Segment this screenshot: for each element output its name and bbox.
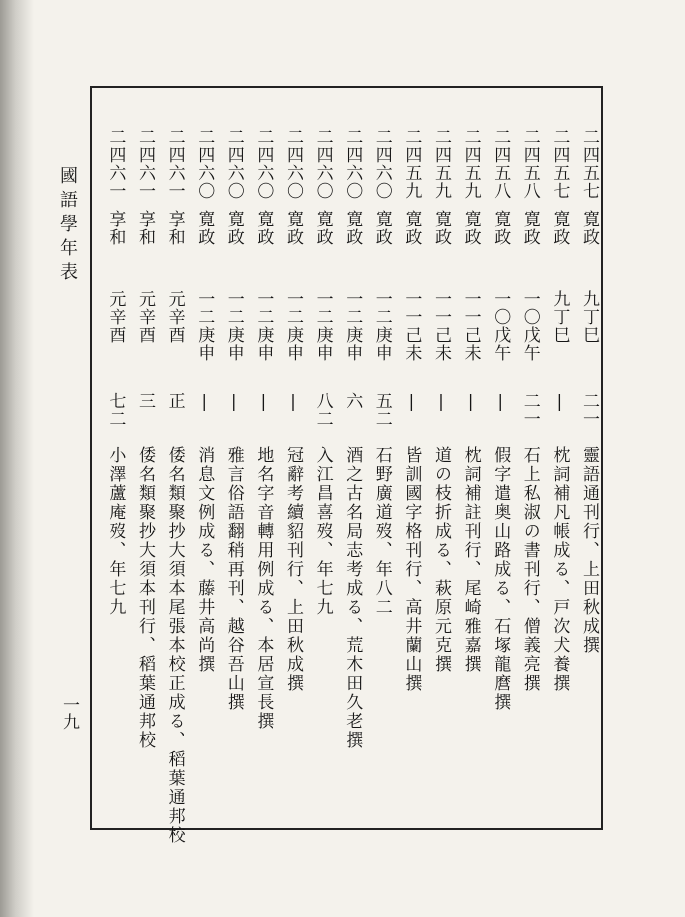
era-cell: 寛政 [401,210,422,246]
running-header-title: 國語學年表 [57,166,78,286]
page-number: 一九 [59,696,79,730]
reign-year-cell: 一二庚申 [312,290,333,362]
event-cell: 皆訓國字格刊行、高井蘭山撰 [401,446,422,693]
reign-year-cell: 九丁巳 [549,290,570,344]
event-cell: 假字遣奥山路成る、石塚龍麿撰 [490,446,511,712]
month-cell: | [549,392,570,413]
reign-year-cell: 一二庚申 [371,290,392,362]
era-cell: 寛政 [579,210,599,246]
era-cell: 寛政 [312,210,333,246]
reign-year-cell: 一〇戊午 [490,290,511,362]
era-cell: 寛政 [223,210,244,246]
table-row [102,128,128,818]
reign-year-cell: 元辛酉 [135,290,155,344]
table-row [310,128,336,818]
month-cell: | [223,392,244,413]
year-cell: 二四六〇 [194,128,215,200]
table-row [576,128,602,818]
month-cell: 八二 [312,392,333,428]
year-cell: 二四六〇 [253,128,274,200]
reign-year-cell: 九丁巳 [579,290,599,344]
table-row [487,128,513,818]
event-cell: 道の枝折成る、萩原元克撰 [431,446,451,674]
era-cell: 享和 [105,210,126,246]
era-cell: 寛政 [283,210,303,246]
month-cell: 三 [135,392,155,410]
era-cell: 寛政 [460,210,481,246]
era-cell: 寛政 [253,210,274,246]
reign-year-cell: 一一己未 [460,290,481,362]
event-cell: 石上私淑の書刊行、僧義亮撰 [519,446,540,693]
reign-year-cell: 一二庚申 [253,290,274,362]
reign-year-cell: 元辛酉 [164,290,185,344]
month-cell: | [460,392,481,413]
era-cell: 寛政 [549,210,570,246]
table-row [250,128,276,818]
event-cell: 地名字音轉用例成る、本居宣長撰 [253,446,274,731]
year-cell: 二四六一 [105,128,126,200]
month-cell: | [253,392,274,413]
reign-year-cell: 一一己未 [431,290,451,362]
table-row [280,128,306,818]
event-cell: 倭名類聚抄大須本刊行、稻葉通邦校 [135,446,155,750]
month-cell: | [283,392,303,413]
event-cell: 枕詞補註刊行、尾崎雅嘉撰 [460,446,481,674]
month-cell: 六 [342,392,363,410]
month-cell: 五二 [371,392,392,428]
event-cell: 靈語通刊行、上田秋成撰 [579,446,599,655]
reign-year-cell: 元辛酉 [105,290,126,344]
era-cell: 寛政 [431,210,451,246]
year-cell: 二四五八 [490,128,511,200]
month-cell: | [431,392,451,413]
era-cell: 寛政 [194,210,215,246]
event-cell: 小澤蘆庵歿、年七九 [105,446,126,617]
table-row [398,128,424,818]
year-cell: 二四六〇 [342,128,363,200]
table-row [162,128,188,845]
table-row [458,128,484,818]
binding-shadow [0,0,34,917]
reign-year-cell: 一二庚申 [194,290,215,362]
year-cell: 二四六一 [164,128,185,200]
event-cell: 冠辭考續貂刊行、上田秋成撰 [283,446,303,693]
reign-year-cell: 一一己未 [401,290,422,362]
month-cell: 七二 [105,392,126,428]
event-cell: 枕詞補凡帳成る、戸次犬養撰 [549,446,570,693]
era-cell: 享和 [164,210,185,246]
table-row [191,128,217,818]
event-cell: 石野廣道歿、年八二 [371,446,392,617]
year-cell: 二四六〇 [371,128,392,200]
month-cell: | [194,392,215,413]
year-cell: 二四五九 [460,128,481,200]
reign-year-cell: 一二庚申 [342,290,363,362]
era-cell: 寛政 [342,210,363,246]
table-row [221,128,247,818]
month-cell: 正 [164,392,185,410]
year-cell: 二四五七 [549,128,570,200]
era-cell: 寛政 [371,210,392,246]
year-cell: 二四五九 [401,128,422,200]
era-cell: 享和 [135,210,155,246]
event-cell: 消息文例成る、藤井高尚撰 [194,446,215,674]
table-row [517,128,543,818]
reign-year-cell: 一〇戊午 [519,290,540,362]
year-cell: 二四六〇 [223,128,244,200]
year-cell: 二四五八 [519,128,540,200]
month-cell: | [490,392,511,413]
event-cell: 入江昌喜歿、年七九 [312,446,333,617]
month-cell: | [401,392,422,413]
year-cell: 二四五九 [431,128,451,200]
year-cell: 二四六〇 [283,128,303,200]
event-cell: 倭名類聚抄大須本尾張本校正成る、稻葉通邦校 [164,446,185,845]
month-cell: 二一 [579,392,599,428]
event-cell: 雅言俗語翻稍再刊、越谷吾山撰 [223,446,244,712]
year-cell: 二四六〇 [312,128,333,200]
year-cell: 二四六一 [135,128,155,200]
table-row [369,128,395,818]
table-row [132,128,158,818]
reign-year-cell: 一二庚申 [283,290,303,362]
table-row [546,128,572,818]
table-row [428,128,454,818]
reign-year-cell: 一二庚申 [223,290,244,362]
event-cell: 酒之古名局志考成る、荒木田久老撰 [342,446,363,750]
year-cell: 二四五七 [579,128,599,200]
month-cell: 二一 [519,392,540,428]
era-cell: 寛政 [519,210,540,246]
era-cell: 寛政 [490,210,511,246]
table-row [339,128,365,818]
